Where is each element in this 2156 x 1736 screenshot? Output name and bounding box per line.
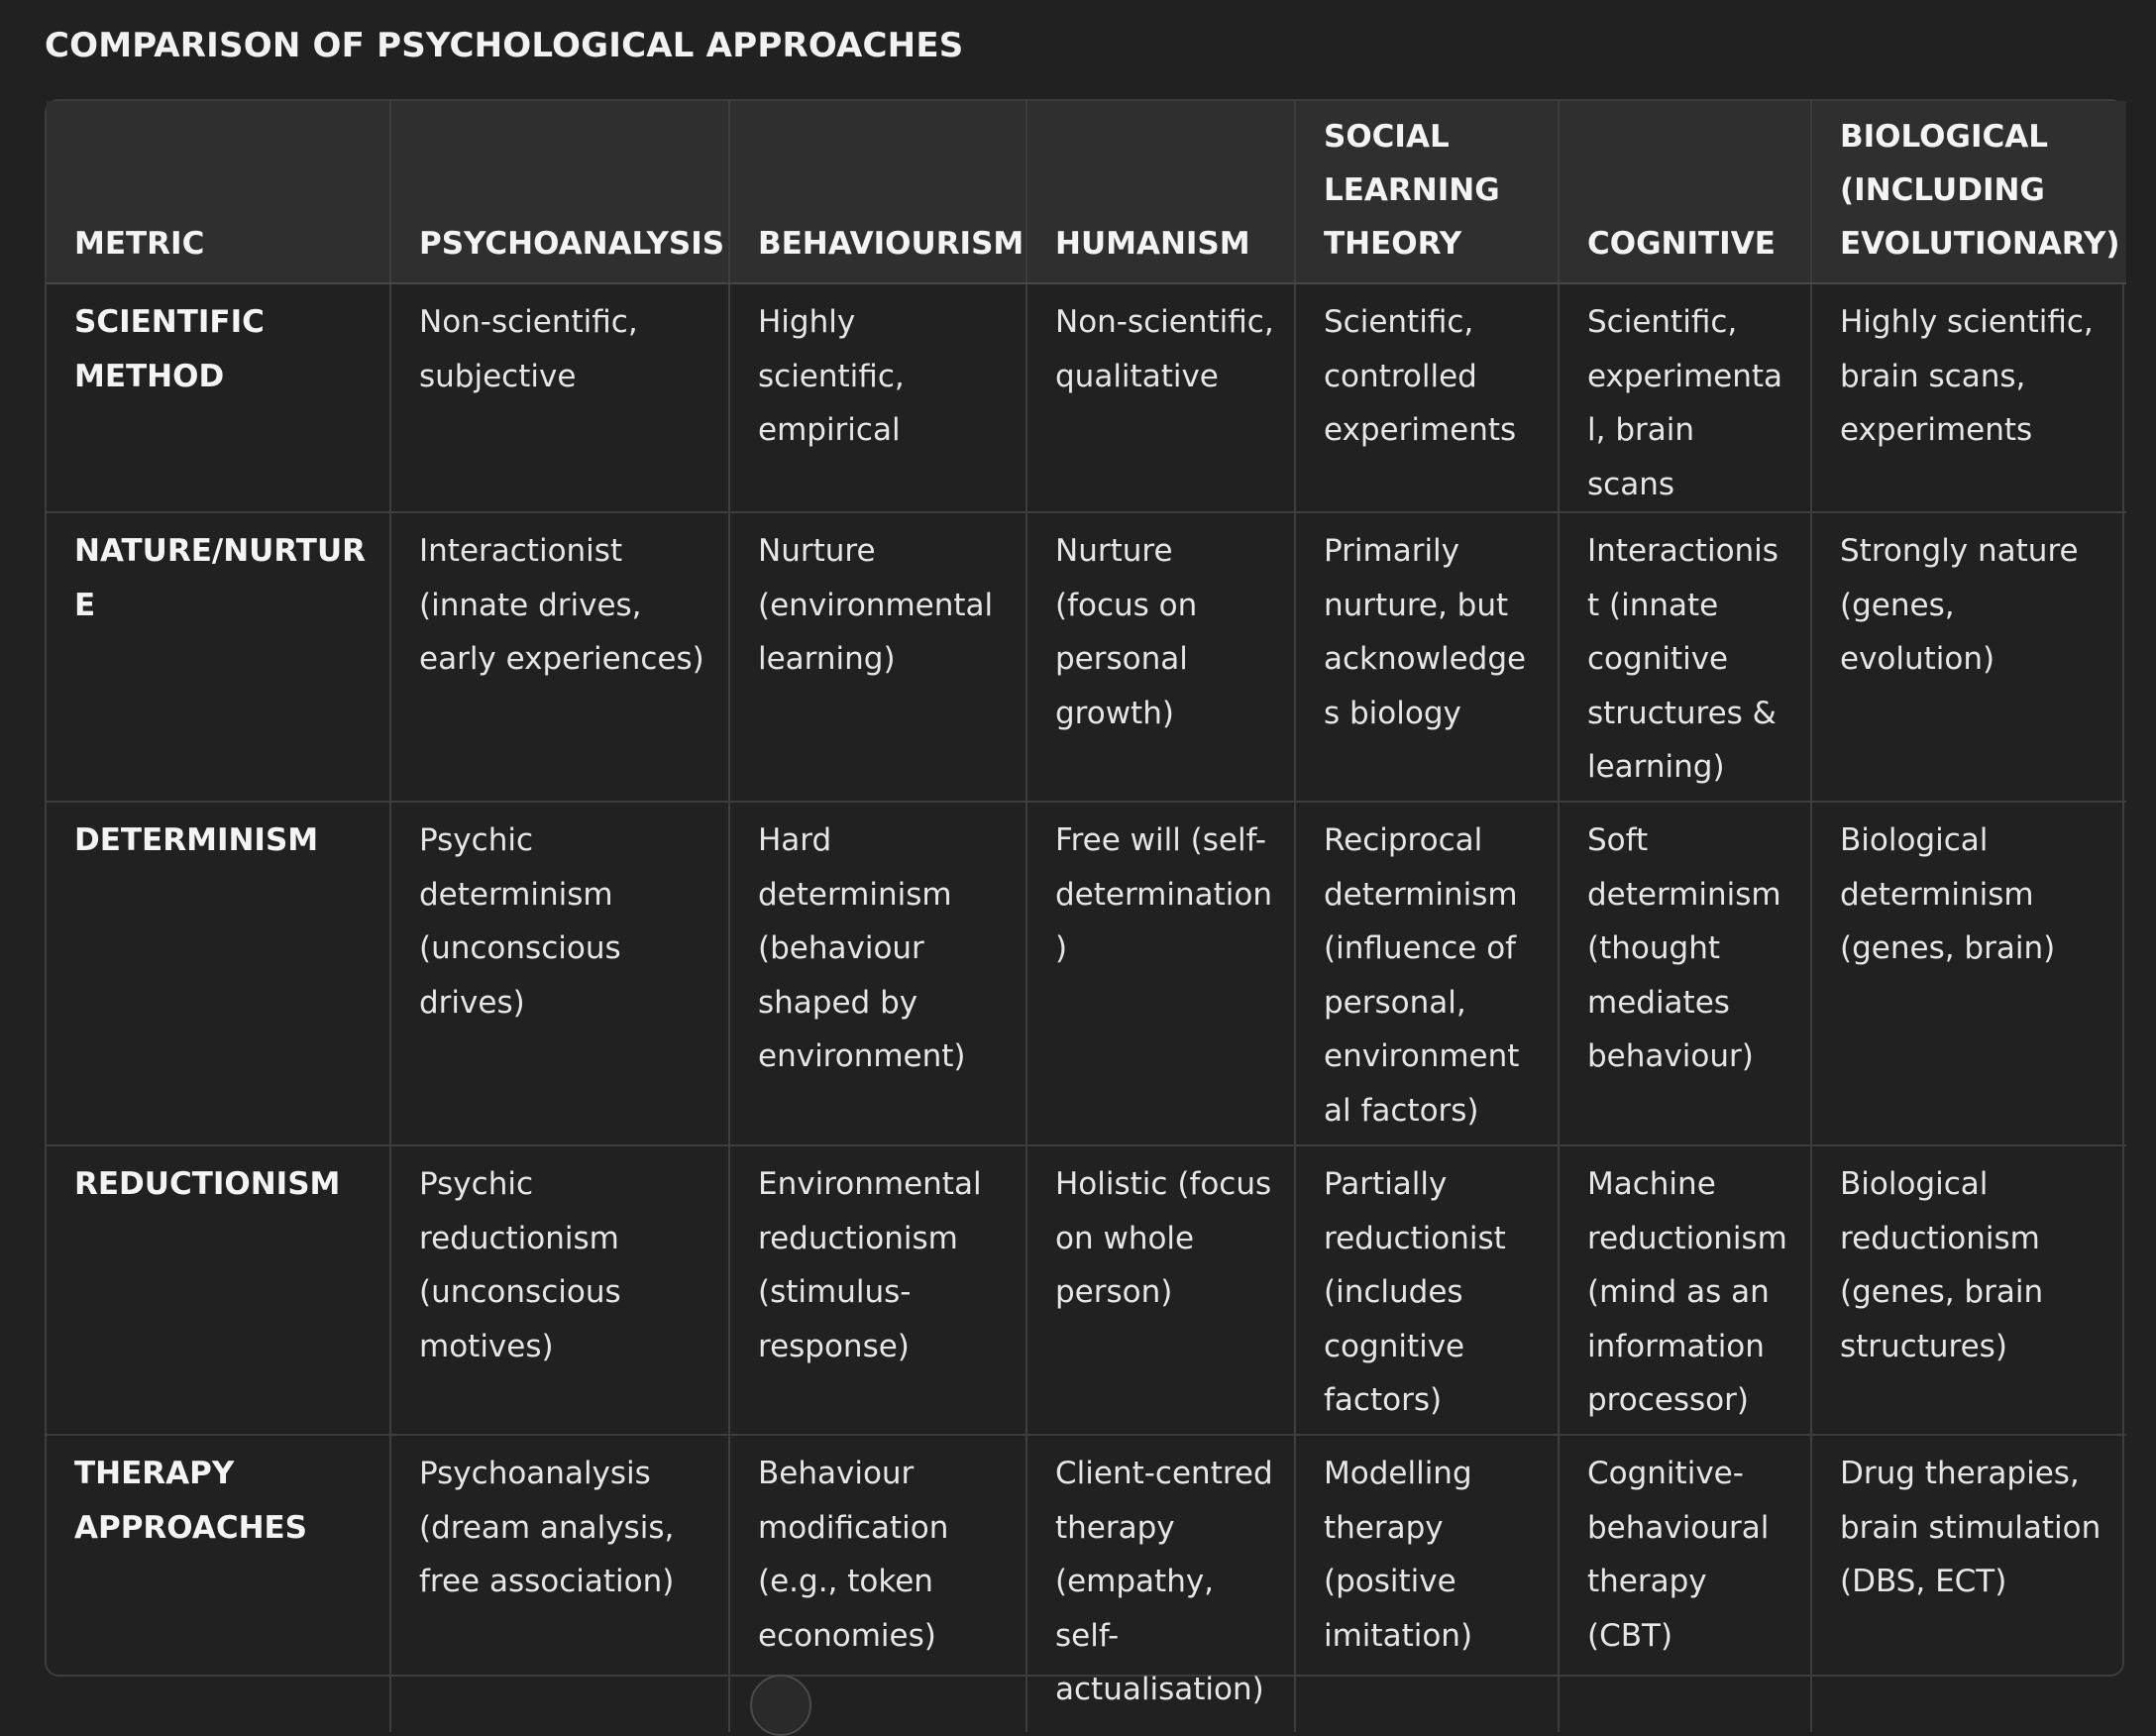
table-cell: Psychic determinism (unconscious drives) bbox=[390, 802, 729, 1145]
table-row-determinism bbox=[47, 802, 2126, 1145]
row-label: DETERMINISM bbox=[47, 802, 390, 1145]
column-header-behaviourism: BEHAVIOURISM bbox=[729, 101, 1026, 283]
table-cell: Modelling therapy (positive imitation) bbox=[1295, 1435, 1559, 1732]
column-header-biological: BIOLOGICAL (INCLUDING EVOLUTIONARY) bbox=[1811, 101, 2126, 283]
table-cell: Psychic reductionism (unconscious motives) bbox=[390, 1145, 729, 1435]
row-label: NATURE/NURTURE bbox=[47, 512, 390, 802]
row-label: REDUCTIONISM bbox=[47, 1145, 390, 1435]
table-cell: Drug therapies, brain stimulation (DBS, ECT) bbox=[1840, 1456, 2102, 1599]
table-cell: Nurture (focus on personal growth) bbox=[1026, 512, 1295, 802]
table-cell: Interactionist (innate drives, early experiences) bbox=[390, 512, 729, 802]
table-cell: Free will (self-determination) bbox=[1026, 802, 1295, 1145]
table-cell: Nurture (environmental learning) bbox=[729, 512, 1026, 802]
table-row-therapy-approaches bbox=[47, 1435, 2126, 1732]
table-cell: Soft determinism (thought mediates behaviour) bbox=[1559, 802, 1811, 1145]
column-header-humanism: HUMANISM bbox=[1026, 101, 1295, 283]
table-cell: Biological determinism (genes, brain) bbox=[1811, 802, 2126, 1145]
scroll-down-button[interactable] bbox=[750, 1675, 811, 1736]
column-header-psychoanalysis: PSYCHOANALYSIS bbox=[390, 101, 729, 283]
table-row-scientific-method bbox=[47, 283, 2126, 512]
table-cell: Highly scientific, empirical bbox=[729, 283, 1026, 512]
table-cell: Scientific, experimental, brain scans bbox=[1559, 283, 1811, 512]
comparison-table bbox=[45, 99, 2124, 1707]
column-header-social-learning-theory: SOCIAL LEARNING THEORY bbox=[1295, 101, 1559, 283]
row-label: SCIENTIFIC METHOD bbox=[47, 283, 390, 512]
table-cell: Partially reductionist (includes cognitive factors) bbox=[1295, 1145, 1559, 1435]
table-cell: Cognitive-behavioural therapy (CBT) bbox=[1559, 1435, 1811, 1732]
table-cell: Holistic (focus on whole person) bbox=[1026, 1145, 1295, 1435]
column-header-metric: METRIC bbox=[47, 101, 390, 283]
row-label: THERAPY APPROACHES bbox=[47, 1435, 390, 1732]
table-cell: Behaviour modification (e.g., token economies) bbox=[729, 1435, 1026, 1732]
table-row-nature-nurture bbox=[47, 512, 2126, 802]
table-cell: Strongly nature (genes, evolution) bbox=[1811, 512, 2126, 802]
table-cell: Environmental reductionism (stimulus-response) bbox=[729, 1145, 1026, 1435]
table-cell: Highly scientific, brain scans, experiments bbox=[1811, 283, 2126, 512]
table-cell: Primarily nurture, but acknowledges biology bbox=[1295, 512, 1559, 802]
table-cell: Machine reductionism (mind as an information processor) bbox=[1559, 1145, 1811, 1435]
table-cell: Interactionist (innate cognitive structures & learning) bbox=[1559, 512, 1811, 802]
table-cell: Scientific, controlled experiments bbox=[1295, 283, 1559, 512]
table-cell: Reciprocal determinism (influence of personal, environmental factors) bbox=[1295, 802, 1559, 1145]
column-header-cognitive: COGNITIVE bbox=[1559, 101, 1811, 283]
page-title: COMPARISON OF PSYCHOLOGICAL APPROACHES bbox=[45, 26, 964, 65]
table-cell: Client-centred therapy (empathy, self-actualisation) bbox=[1026, 1435, 1295, 1732]
table-cell: Hard determinism (behaviour shaped by environment) bbox=[729, 802, 1026, 1145]
table-cell: Psychoanalysis (dream analysis, free association) bbox=[390, 1435, 729, 1732]
comparison-table-grid bbox=[47, 101, 2126, 1732]
table-row-reductionism bbox=[47, 1145, 2126, 1435]
table-cell: Non-scientific, qualitative bbox=[1026, 283, 1295, 512]
table-header-row bbox=[47, 101, 2126, 283]
table-cell: Biological reductionism (genes, brain structures) bbox=[1811, 1145, 2126, 1435]
table-cell: Non-scientific, subjective bbox=[390, 283, 729, 512]
